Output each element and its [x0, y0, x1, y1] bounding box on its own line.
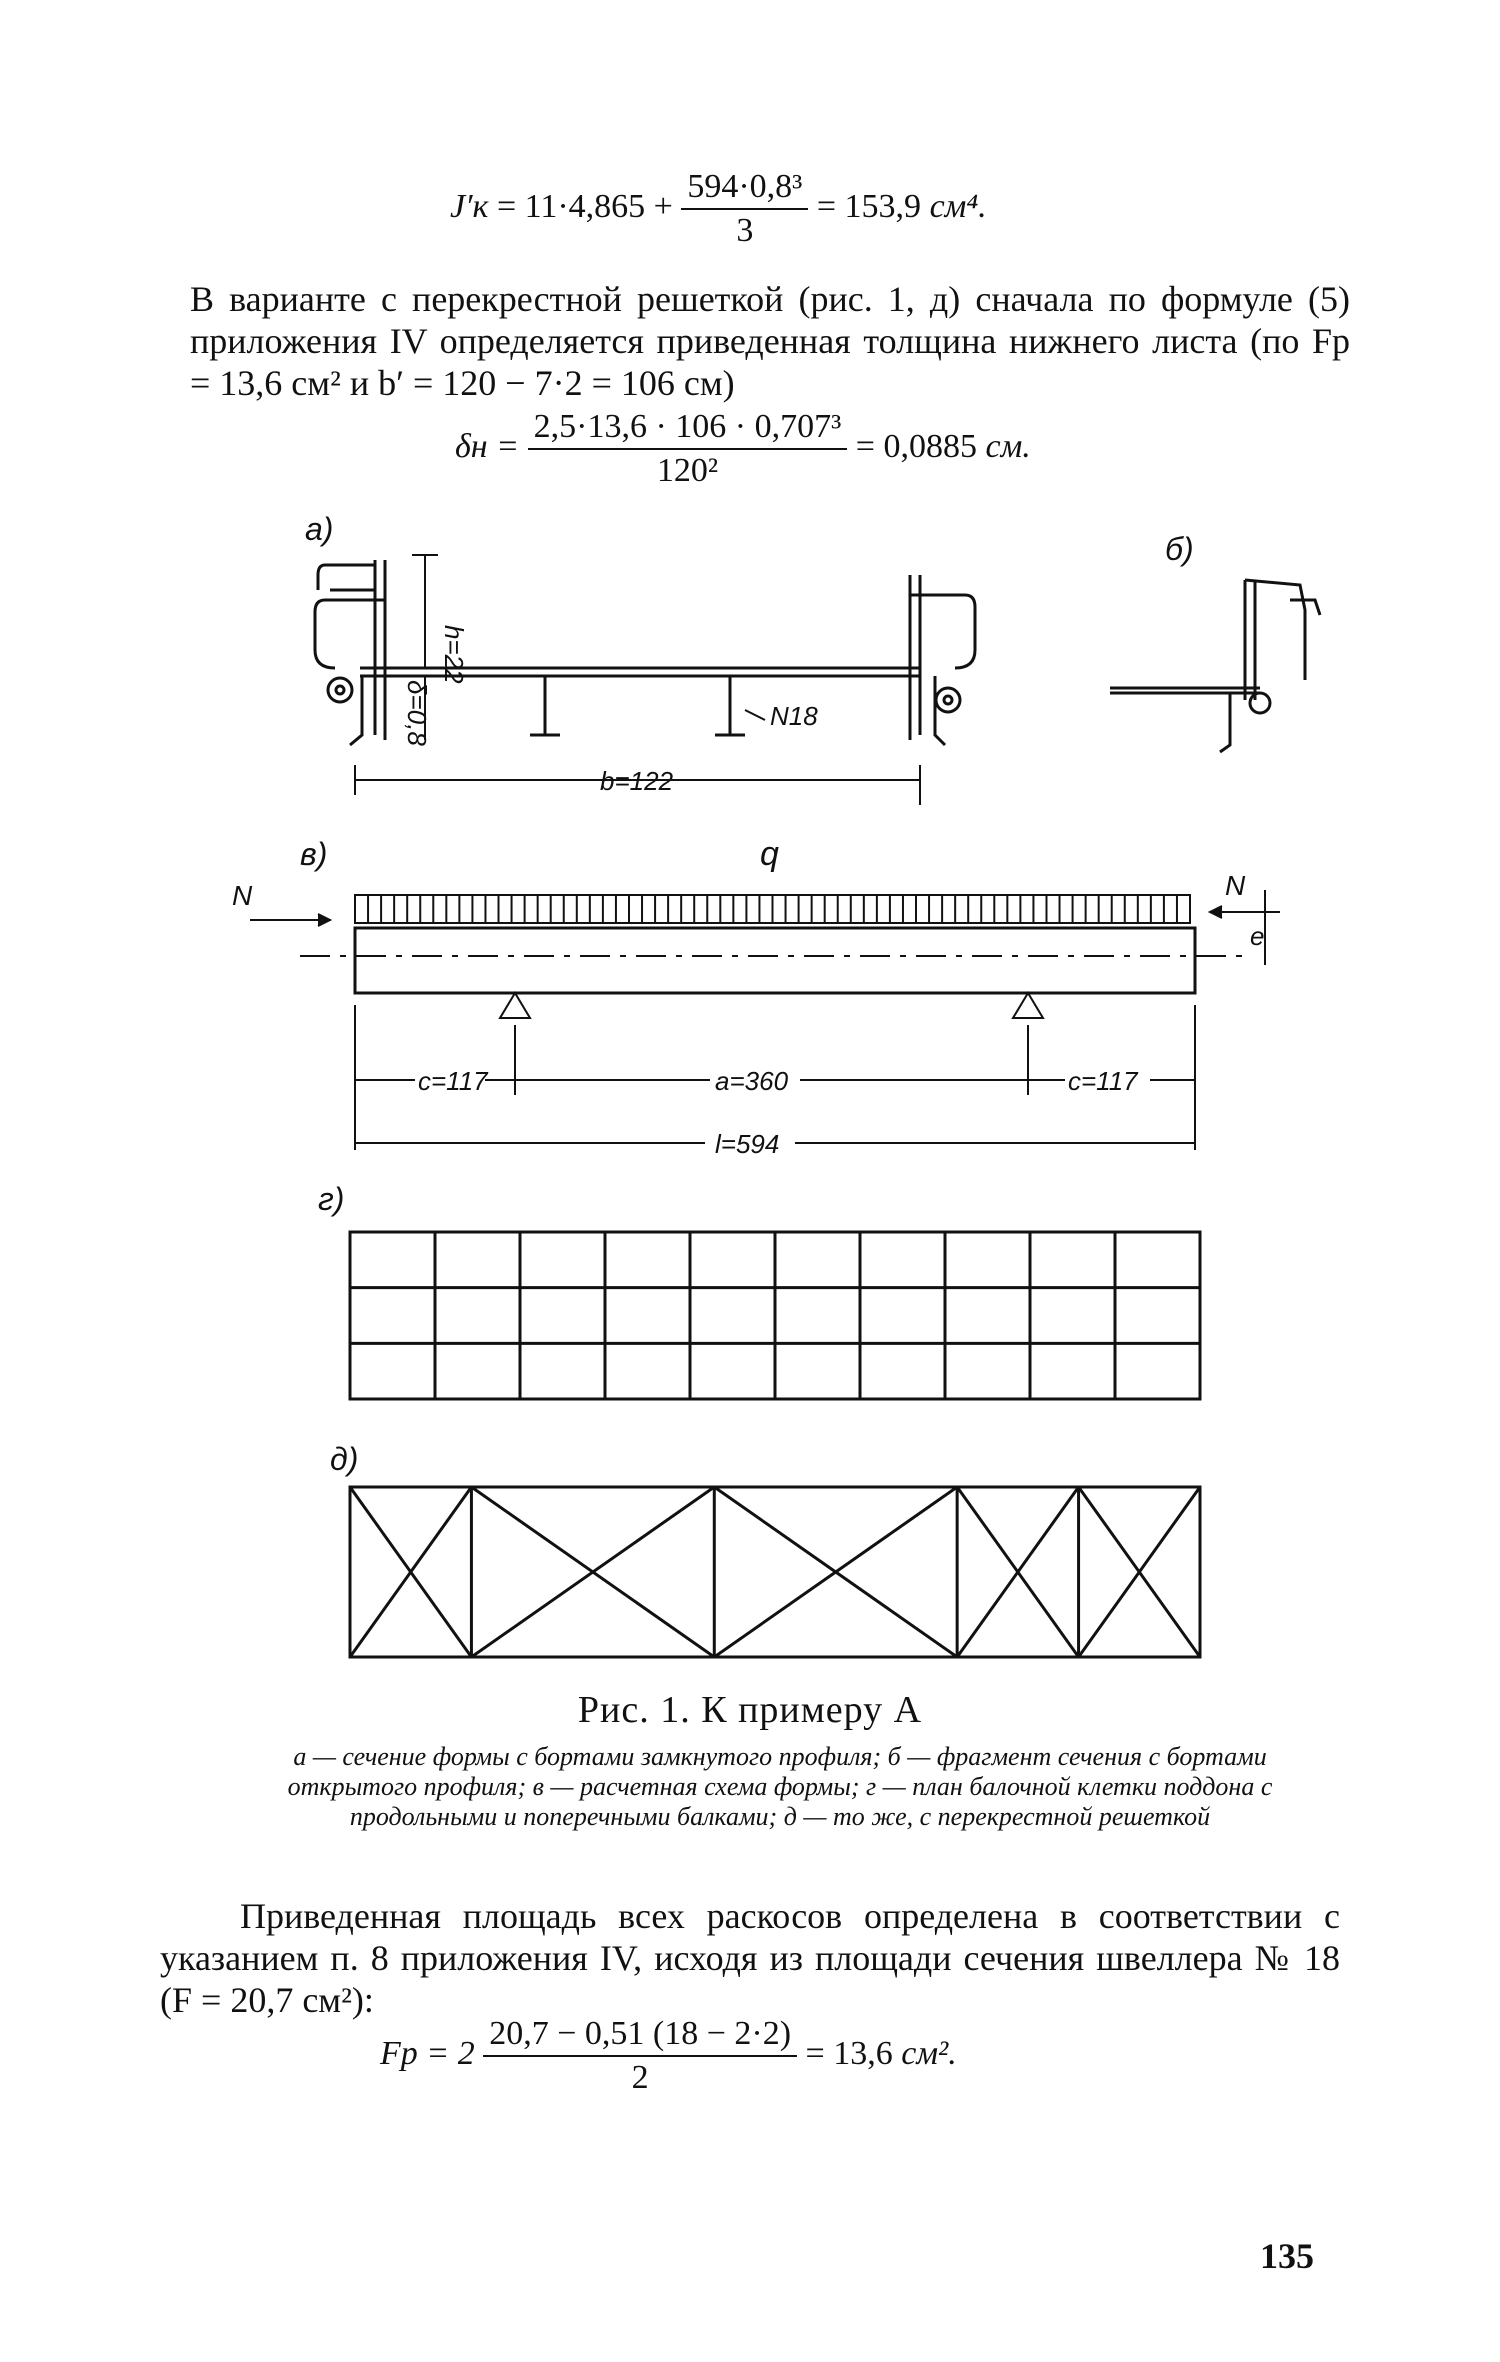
formula-fp-numerator: 20,7 − 0,51 (18 − 2·2): [483, 2015, 797, 2057]
panel-label-v: в): [300, 836, 328, 872]
figure-title: Рис. 1. К примеру А: [577, 1689, 923, 1731]
support-left: [500, 993, 530, 1018]
channel-2: [715, 676, 745, 735]
formula-delta-denominator: 120²: [656, 452, 719, 489]
dim-h: h=22: [439, 625, 469, 684]
formula-jk-unit: см⁴.: [929, 187, 987, 225]
formula-fp: [380, 2015, 957, 2097]
load-q-label: q: [760, 835, 779, 873]
panel-label-g: г): [318, 1181, 345, 1217]
panel-d-cross-lattice: [350, 1487, 1200, 1657]
figure-caption: а — сечение формы с бортами замкнутого профиля; б — фрагмент сечения с бортами открытого профиля; в — расчетная схема формы; г — план балочной клетки поддона с продольными и поперечными балками; д — то же, с перекрестной решеткой: [287, 1742, 1273, 1831]
panel-label-d: д): [330, 1441, 359, 1477]
panel-g-beam-grid: [350, 1232, 1200, 1399]
formula-delta-lhs: δн =: [455, 427, 520, 465]
formula-fp-result: = 13,6: [805, 2034, 893, 2072]
support-right: [1013, 993, 1043, 1018]
force-N-right: N: [1225, 870, 1246, 901]
formula-fp-denominator: 2: [631, 2059, 649, 2096]
page-number: 135: [1260, 2236, 1314, 2276]
lattice-outline: [350, 1487, 1200, 1657]
dim-e: e: [1250, 921, 1265, 951]
paragraph-area: Приведенная площадь всех раскосов определена в соответствии с указанием п. 8 приложения IV, исходя из площади сечения швеллера № 18 (F = 20,7 см²):: [160, 1896, 1340, 2020]
panel-label-a: а): [305, 511, 334, 547]
formula-delta-numerator: 2,5·13,6 · 106 · 0,707³: [528, 408, 848, 450]
dim-a: a=360: [715, 1066, 789, 1096]
formula-jk-lhs: J′к: [450, 187, 489, 225]
paragraph-intro: В варианте с перекрестной решеткой (рис. 1, д) сначала по формуле (5) приложения IV определяется приведенная толщина нижнего листа (по Fр = 13,6 см² и b′ = 120 − 7·2 = 106 см): [190, 279, 1350, 403]
dim-c-right: c=117: [1068, 1066, 1138, 1096]
force-N-left: N: [232, 880, 253, 911]
dim-c-left: c=117: [418, 1066, 488, 1096]
dim-delta: δ=0,8: [402, 680, 432, 746]
left-hinge: [328, 678, 352, 702]
channel-1: [530, 676, 560, 735]
dim-l: l=594: [715, 1129, 780, 1159]
beam: [355, 928, 1195, 993]
panel-label-b: б): [1165, 531, 1194, 567]
formula-jk-numerator: 594·0,8³: [681, 168, 808, 210]
dim-b: b=122: [600, 766, 674, 796]
panel-b-fragment: [1110, 580, 1320, 752]
right-hinge: [936, 688, 960, 712]
formula-fp-lhs: Fр = 2: [380, 2034, 475, 2072]
formula-delta-result: = 0,0885: [855, 427, 977, 465]
panel-v-scheme: [250, 890, 1280, 1150]
formula-jk-denominator: 3: [736, 212, 754, 249]
formula-jk-result: = 153,9: [816, 187, 922, 225]
formula-delta-unit: см.: [985, 427, 1031, 465]
formula-jk-term1: = 11·4,865 +: [496, 187, 673, 225]
formula-fp-unit: см².: [901, 2034, 957, 2072]
dim-channel: N18: [770, 701, 818, 731]
formula-fp-fraction: [483, 2015, 797, 2097]
left-side-lip: [318, 565, 375, 590]
